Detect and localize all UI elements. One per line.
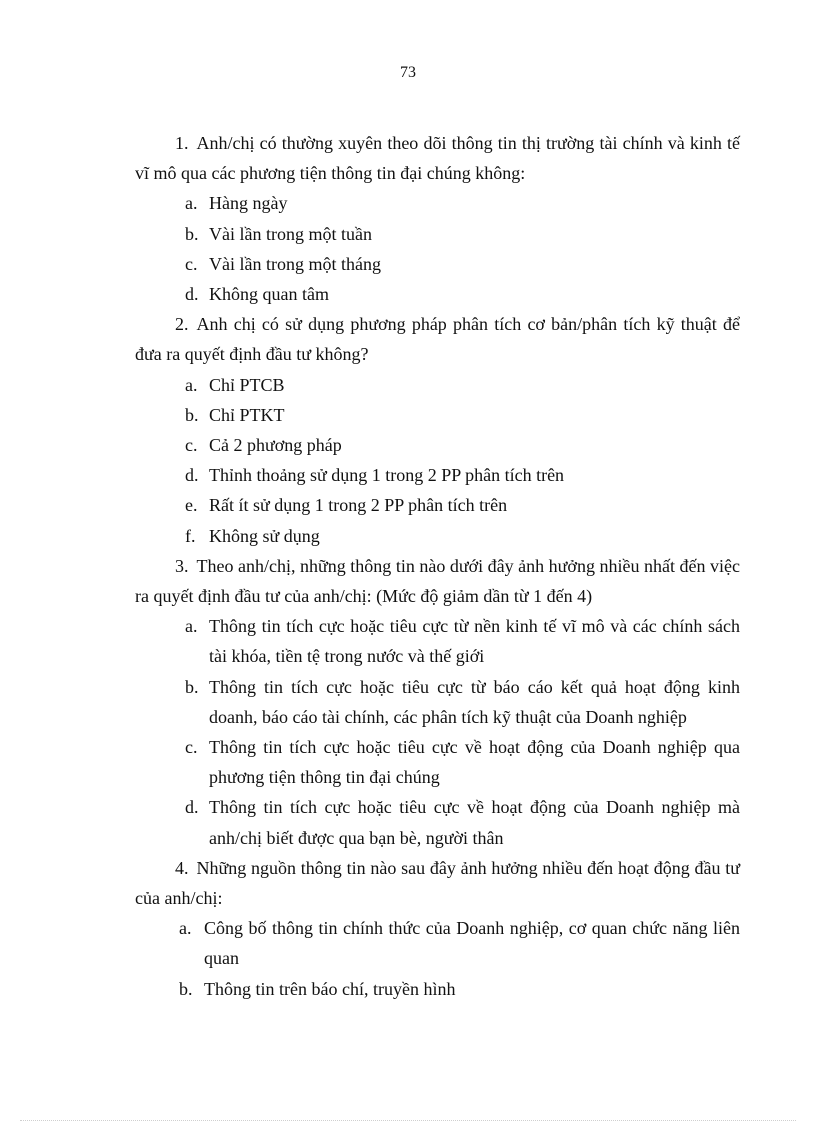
option-label: c. <box>185 253 198 274</box>
option-item <box>135 490 740 520</box>
page-number: 73 <box>400 64 416 81</box>
option-item <box>135 974 740 1004</box>
option-text: Chỉ PTKT <box>209 404 285 425</box>
question-2 <box>135 309 740 551</box>
question-body: Anh/chị có thường xuyên theo dõi thông tin thị trường tài chính và kinh tế vĩ mô qua các phương tiện thông tin đại chúng không: <box>135 133 740 184</box>
question-1 <box>135 128 740 309</box>
question-number: 3. <box>175 555 189 576</box>
question-text <box>135 128 740 188</box>
option-label: d. <box>185 465 199 486</box>
option-item <box>135 430 740 460</box>
option-item <box>135 732 740 792</box>
question-number: 2. <box>175 314 189 335</box>
question-text <box>135 551 740 611</box>
option-item <box>135 249 740 279</box>
option-list <box>135 370 740 551</box>
question-body: Anh chị có sử dụng phương pháp phân tích cơ bản/phân tích kỹ thuật để đưa ra quyết định đầu tư không? <box>135 314 740 365</box>
option-text: Thỉnh thoảng sử dụng 1 trong 2 PP phân tích trên <box>209 465 565 486</box>
option-label: b. <box>179 978 193 999</box>
question-4 <box>135 853 740 1004</box>
option-text: Thông tin tích cực hoặc tiêu cực từ báo cáo kết quả hoạt động kinh doanh, báo cáo tài chính, các phân tích kỹ thuật của Doanh nghiệp <box>209 676 740 727</box>
option-text: Hàng ngày <box>209 193 288 214</box>
option-item <box>135 521 740 551</box>
option-item <box>135 611 740 671</box>
survey-content <box>135 128 740 1004</box>
option-label: c. <box>185 435 198 456</box>
option-label: b. <box>185 223 199 244</box>
option-list <box>135 188 740 309</box>
option-text: Vài lần trong một tháng <box>209 253 381 274</box>
option-text: Thông tin tích cực hoặc tiêu cực về hoạt động của Doanh nghiệp mà anh/chị biết được qua bạn bè, người thân <box>209 797 740 848</box>
option-list <box>135 611 740 853</box>
option-item <box>135 913 740 973</box>
question-3 <box>135 551 740 853</box>
option-text: Thông tin trên báo chí, truyền hình <box>204 978 456 999</box>
option-label: a. <box>185 193 198 214</box>
option-text: Vài lần trong một tuần <box>209 223 372 244</box>
option-text: Thông tin tích cực hoặc tiêu cực về hoạt động của Doanh nghiệp qua phương tiện thông tin đại chúng <box>209 737 740 788</box>
option-label: f. <box>185 525 196 546</box>
option-label: a. <box>185 374 198 395</box>
question-text <box>135 853 740 913</box>
option-text: Rất ít sử dụng 1 trong 2 PP phân tích trên <box>209 495 508 516</box>
question-number: 4. <box>175 857 189 878</box>
option-text: Cả 2 phương pháp <box>209 435 342 456</box>
option-item <box>135 792 740 852</box>
option-text: Công bố thông tin chính thức của Doanh nghiệp, cơ quan chức năng liên quan <box>204 918 740 969</box>
option-label: d. <box>185 284 199 305</box>
option-label: b. <box>185 676 199 697</box>
option-label: b. <box>185 404 199 425</box>
question-text <box>135 309 740 369</box>
option-label: c. <box>185 737 198 758</box>
option-text: Thông tin tích cực hoặc tiêu cực từ nền kinh tế vĩ mô và các chính sách tài khóa, tiền tệ trong nước và thế giới <box>209 616 740 667</box>
option-text: Không quan tâm <box>209 284 329 305</box>
option-item <box>135 400 740 430</box>
question-body: Theo anh/chị, những thông tin nào dưới đây ảnh hưởng nhiều nhất đến việc ra quyết định đầu tư của anh/chị: (Mức độ giảm dần từ 1 đến 4) <box>135 555 740 607</box>
option-list <box>135 913 740 1004</box>
option-label: a. <box>179 918 192 939</box>
option-text: Không sử dụng <box>209 525 320 546</box>
option-label: a. <box>185 616 198 637</box>
question-body: Những nguồn thông tin nào sau đây ảnh hưởng nhiều đến hoạt động đầu tư của anh/chị: <box>135 857 740 909</box>
option-item <box>135 188 740 218</box>
option-label: e. <box>185 495 198 516</box>
option-item <box>135 279 740 309</box>
question-number: 1. <box>175 133 189 153</box>
option-item <box>135 219 740 249</box>
option-label: d. <box>185 797 199 818</box>
option-text: Chỉ PTCB <box>209 374 285 395</box>
page-bottom-divider <box>20 1120 796 1121</box>
option-item <box>135 672 740 732</box>
option-item <box>135 370 740 400</box>
option-item <box>135 460 740 490</box>
